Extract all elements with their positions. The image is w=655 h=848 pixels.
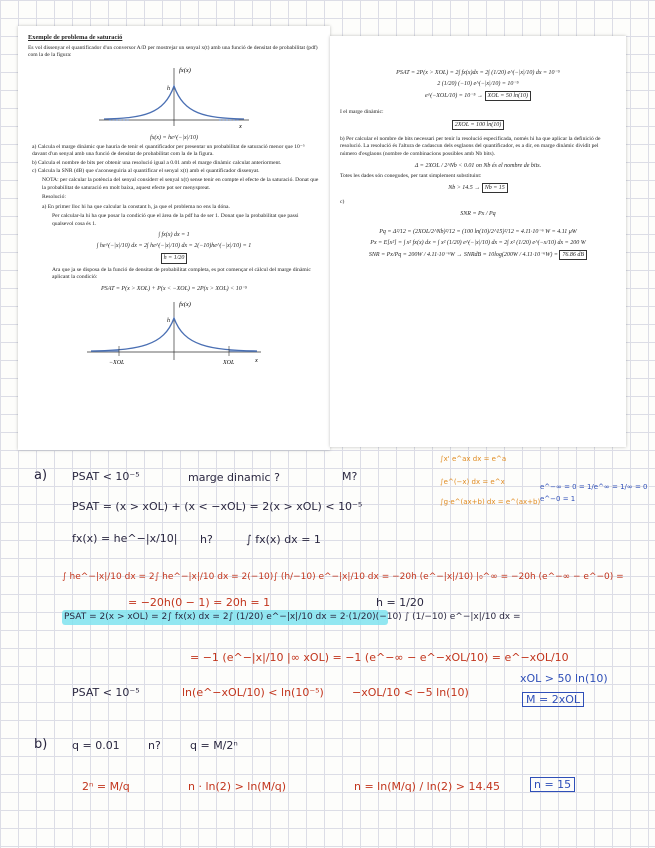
pq-equation: Pq = Δ²/12 = (2XOL/2^Nb)²/12 = (100 ln(10)/2^15)²/12 = 4.11·10⁻⁶ W = 4.11 μW (379, 228, 577, 235)
note-a-label: a) (34, 468, 48, 483)
area-equation: ∫ fx(x) dx = 1 (158, 232, 190, 239)
side-formula-2: ∫e^(−x) dx = e^x (440, 478, 505, 486)
note-a-m: M? (342, 470, 358, 483)
marge-result: 2XOL = 100 ln(10) (452, 120, 504, 130)
note-b-n-eq: n = ln(M/q) / ln(2) > 14.45 (354, 780, 500, 793)
note-a-psat-integral: PSAT = 2(x > xOL) = 2∫ fx(x) dx = 2∫ (1/20) e^−|x|/10 dx = 2·(1/20)(−10) ∫ (1/−10) e^−|x|/10 dx = (64, 612, 521, 622)
note-a-psat-split: PSAT = (x > xOL) + (x < −xOL) = 2(x > xOL) < 10⁻⁵ (72, 500, 363, 513)
snr-result: 76.86 dB (559, 250, 587, 260)
snr-equation: SNR = Px/Pq = 200W / 4.11·10⁻⁶W → SNRdB = 10log(200W / 4.11·10⁻⁶W) = (368, 252, 558, 259)
pdf-formula: fx(x) = he^(−|x|/10) (150, 134, 198, 141)
question-list (28, 144, 320, 176)
fig2-ylabel: fx(x) (179, 300, 191, 308)
psat-equation: PSAT = P(x > XOL) + P(x < −XOL) = 2P(x > XOL) < 10⁻⁵ (101, 285, 247, 292)
fig2-pos-xol: XOL (223, 359, 235, 366)
pdf-figure (89, 62, 259, 132)
note-a-psat-cond: PSAT < 10⁻⁵ (72, 686, 140, 699)
note-a-area: ∫ fx(x) dx = 1 (246, 533, 321, 546)
psat-step2: 2 (1/20) (−10) e^(−|x|/10) = 10⁻⁵ (437, 81, 519, 88)
part-c-label: c) (340, 199, 345, 206)
bits-inequality: Nb > 14.5 → (448, 185, 481, 192)
part-b-text2: Totes les dades són conegudes, per tant simplement substituint: (340, 172, 482, 179)
note-b-label: b) (34, 737, 48, 752)
solution-a-step3: Ara que ja se disposa de la funció de densitat de probabilitat completa, es pot començar el càlcul del marge dinàmic aplicant la condició: (52, 266, 311, 281)
integral-equation: ∫ he^(−|x|/10) dx = 2∫ he^(−|x|/10) dx = 2(−10)he^(−|x|/10) = 1 (96, 243, 252, 250)
note-a-pdf: fx(x) = he^−|x/10| (72, 532, 178, 545)
solution-a-step2: Per calcular-la hi ha que posar la condició que el àrea de la pdf ha de ser 1. Donat que la probabilitat que passi qualsevol cosa és 1. (52, 213, 299, 227)
note-a-xol: xOL > 50 ln(10) (520, 672, 608, 685)
note-b-log: n · ln(2) > ln(M/q) (188, 780, 287, 793)
solution-page (330, 36, 626, 447)
note-b-pow: 2ⁿ = M/q (82, 780, 130, 793)
snr-definition: SNR = Px / Pq (460, 210, 496, 217)
problem-title: Exemple de problema de saturació (28, 34, 123, 41)
pdf-saturation-figure (79, 296, 269, 368)
note-a-h-value: h = 1/20 (376, 596, 424, 609)
bits-result: Nb = 15 (482, 183, 508, 193)
note-a-ineq: −xOL/10 < −5 ln(10) (352, 686, 469, 699)
fig1-xlabel: x (239, 122, 242, 130)
note-b-result: n = 15 (530, 777, 575, 792)
resolucio-heading: Resolució: (42, 194, 66, 201)
question-a: a) Calcula el marge dinàmic que hauria de tenir el quantificador per presentar un probabilitat de saturació menor que 10⁻⁵ davant d'un senyal amb una funció de densitat de probabilitat com la de la figura. (32, 143, 305, 158)
fig2-x: x (255, 356, 258, 364)
psat-step3: e^(−XOL/10) = 10⁻⁵ → (425, 93, 484, 100)
xol-result: XOL = 50 ln(10) (485, 91, 531, 101)
side-formula-3: ∫g·e^(ax+b) dx = e^(ax+b) (440, 498, 541, 506)
question-b: b) Calcula el nombre de bits per obtenir una resolució igual a 0.01 amb el marge dinàmic calculat anteriorment. (32, 159, 282, 166)
note-a-h-line: = −20h(0 − 1) = 20h = 1 (128, 596, 271, 609)
fig2-h: h (167, 317, 170, 324)
note-a-m-result: M = 2xOL (522, 692, 584, 707)
solution-a-step1: a) En primer lloc hi ha que calcular la constant h, ja que el problema no ens la dóna. (42, 203, 230, 210)
note-b-qdef: q = M/2ⁿ (190, 739, 238, 752)
note-text: NOTA: per calcular la potència del senyal considerr el senyal x(t) sense tenir en compte el efecte de la saturació. Donat que la probabilitat de saturació en molt baixa, aquest efecte pot ser menyspreat. (42, 177, 319, 191)
note-a-h-question: h? (200, 533, 213, 546)
note-a-integral-line: ∫ he^−|x|/10 dx = 2∫ he^−|x|/10 dx = 2(−10)∫ (h/−10) e^−|x|/10 dx = −20h (e^−|x|/10) |₀^∞ = −20h (e^−∞ − e^−0) = (62, 572, 624, 582)
note-a-exp-line: = −1 (e^−|x|/10 |∞ xOL) = −1 (e^−∞ − e^−xOL/10) = e^−xOL/10 (190, 651, 569, 664)
side-formula-4: e^−∞ = 0 = 1/e^∞ = 1/∞ = 0 (540, 483, 648, 491)
side-formula-5: e^−0 = 1 (540, 495, 576, 503)
note-b-n: n? (148, 739, 161, 752)
note-a-ln: ln(e^−xOL/10) < ln(10⁻⁵) (182, 686, 324, 699)
note-a-marge: marge dinamic ? (188, 471, 280, 484)
side-formula-1: ∫x' e^ax dx = e^a (440, 455, 507, 463)
note-a-psat: PSAT < 10⁻⁵ (72, 470, 140, 483)
problem-intro: Es vol dissenyar el quantificador d'un conversor A/D per mostrejar un senyal x(t) amb una funció de densitat de probabilitat (pdf) com la de la figura: (28, 44, 318, 59)
problem-statement-page (18, 26, 330, 450)
part-b-text: b) Per calcular el nombre de bits necessari per tenir la resolució especificada, només hi ha que aplicar la definició de resolució. La resolució és l'altura de cadascun dels esglaons del quantificador, es a dir, en marge dinàmic dividit pel número d'esglaons (nombre de combinacions possibles amb Nb bits). (340, 135, 601, 158)
marge-label: I el marge dinàmic: (340, 109, 384, 116)
resolution-equation: Δ = 2XOL / 2^Nb < 0.01 on Nb és el nombre de bits. (414, 162, 542, 169)
question-c: c) Calcula la SNR (dB) que s'aconseguiria al quantificar el senyal x(t) amb el quantificador dissenyat. (32, 168, 260, 175)
psat-integral: PSAT = 2P(x > XOL) = 2∫ fx(x)dx = 2∫ (1/20) e^(−|x|/10) dx = 10⁻⁵ (396, 70, 560, 76)
px-equation: Px = E[x²] = ∫ x² fx(x) dx = ∫ x² (1/20) e^(−|x|/10) dx = 2∫ x² (1/20) e^(−x/10) dx = 200 W (370, 240, 586, 247)
fig2-neg-xol: −XOL (109, 359, 125, 366)
note-b-q: q = 0.01 (72, 739, 120, 752)
fig1-ylabel: fx(x) (179, 66, 191, 74)
h-result: h = 1/20 (161, 253, 188, 263)
fig1-h: h (167, 85, 170, 92)
